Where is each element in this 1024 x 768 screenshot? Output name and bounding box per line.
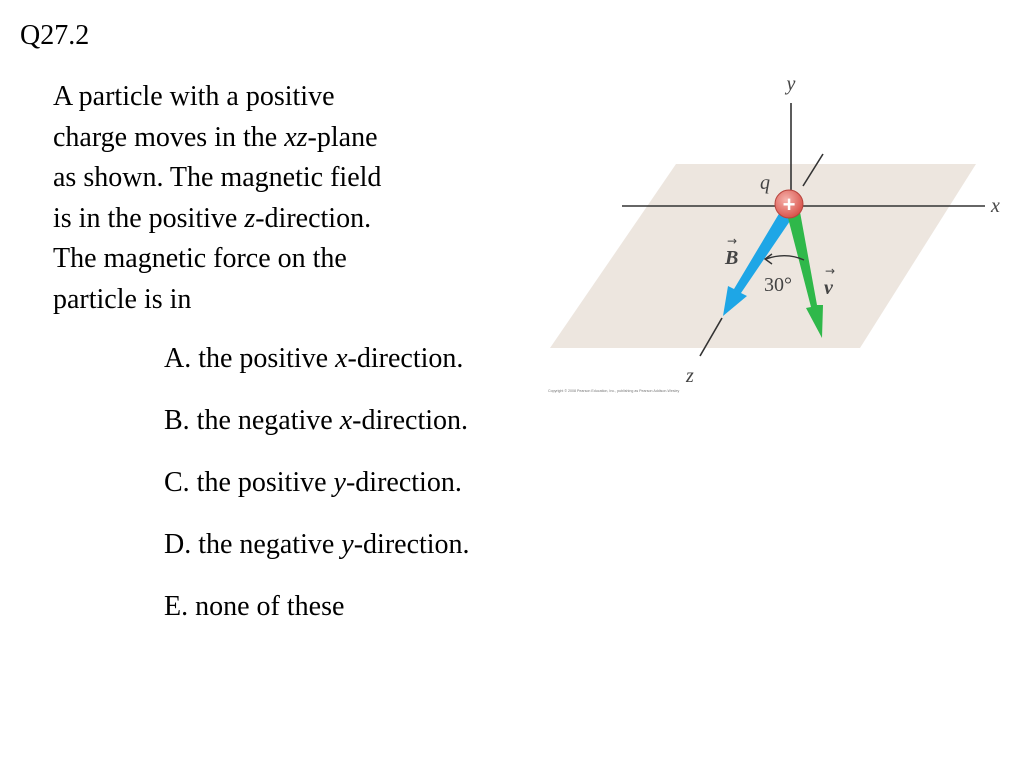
question-text-part: -plane — [307, 121, 378, 153]
option-variable: y — [341, 529, 354, 560]
charge-sign: + — [782, 192, 796, 217]
option-text: E. none of these — [164, 591, 345, 622]
answer-option-e[interactable] — [164, 589, 470, 651]
option-text: C. the positive — [164, 467, 334, 498]
velocity-label: v — [824, 277, 833, 299]
option-variable: x — [335, 343, 348, 374]
question-text-part: -direction. — [255, 202, 372, 234]
answer-option-d[interactable] — [164, 527, 470, 589]
question-line: The magnetic force on the — [53, 243, 347, 274]
option-suffix: -direction. — [352, 405, 469, 436]
question-line: as shown. The magnetic field — [53, 162, 382, 193]
option-text: B. the negative — [164, 405, 340, 436]
slide-number: Q27.2 — [20, 20, 90, 51]
question-line: particle is in — [53, 283, 192, 315]
option-suffix: -direction. — [345, 467, 462, 498]
question-variable: z — [244, 202, 256, 234]
question-line: A particle with a positive — [53, 81, 335, 112]
answer-option-c[interactable] — [164, 465, 470, 527]
velocity-vector-arrow: → — [825, 264, 836, 278]
option-suffix: -direction. — [347, 343, 464, 374]
field-vector-arrow: → — [727, 234, 738, 248]
option-text: D. the negative — [164, 529, 342, 560]
question-text-part: charge moves in the — [53, 121, 285, 153]
diagram-svg — [540, 66, 1024, 400]
question-line — [53, 199, 473, 240]
question-line — [53, 118, 473, 159]
question-text-part: is in the positive — [53, 202, 245, 234]
x-axis-label: x — [991, 195, 1000, 217]
question-variable: xz — [284, 121, 308, 153]
answer-options — [164, 341, 470, 651]
y-axis-label: y — [786, 73, 796, 95]
answer-option-b[interactable] — [164, 403, 470, 465]
option-variable: y — [333, 467, 346, 498]
question-text — [53, 77, 473, 320]
answer-option-a[interactable] — [164, 341, 470, 403]
option-variable: x — [339, 405, 353, 436]
option-text: A. the positive — [164, 343, 336, 374]
copyright-notice: Copyright © 2008 Pearson Education, Inc., publishing as Pearson Addison-Wesley — [548, 389, 680, 393]
field-label: B — [725, 247, 739, 269]
charge-label: q — [760, 172, 770, 194]
angle-label: 30° — [764, 274, 792, 296]
z-axis-label: z — [686, 365, 694, 387]
magnetic-force-diagram — [540, 66, 1024, 400]
option-suffix: -direction. — [353, 529, 470, 560]
